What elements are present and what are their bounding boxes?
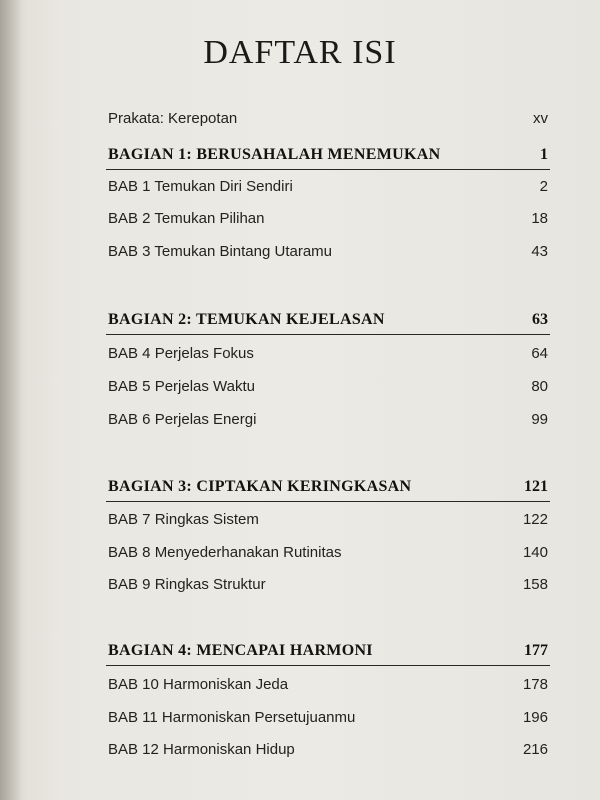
toc-entry-chapter-7: [0, 511, 600, 539]
part-divider-rule: [106, 334, 550, 335]
toc-entry-chapter-8: [0, 544, 600, 572]
toc-entry-chapter-6: [0, 411, 600, 439]
toc-entry-page: 178: [522, 676, 548, 693]
toc-entry-page: 2: [539, 178, 548, 195]
toc-entry-chapter-4: [0, 345, 600, 373]
toc-entry-page: xv: [533, 110, 548, 127]
toc-entry-chapter-12: [0, 741, 600, 769]
toc-part-label: BAGIAN 1: BERUSAHALAH MENEMUKAN: [108, 146, 441, 163]
part-divider-rule: [106, 665, 550, 666]
toc-entry-preface: [0, 110, 600, 138]
toc-entry-chapter-2: [0, 210, 600, 238]
toc-entry-chapter-9: [0, 576, 600, 604]
toc-entry-page: 140: [522, 544, 548, 561]
toc-entry-page: 80: [531, 378, 548, 395]
toc-entry-chapter-11: [0, 709, 600, 737]
toc-part-page: 121: [524, 478, 548, 495]
toc-part-label: BAGIAN 3: CIPTAKAN KERINGKASAN: [108, 478, 412, 495]
toc-entry-page: 122: [522, 511, 548, 528]
toc-entry-label: BAB 9 Ringkas Struktur: [108, 576, 266, 593]
toc-entry-label: BAB 6 Perjelas Energi: [108, 411, 257, 428]
toc-entry-chapter-3: [0, 243, 600, 271]
toc-entry-label: BAB 5 Perjelas Waktu: [108, 378, 256, 395]
toc-entry-chapter-5: [0, 378, 600, 406]
toc-entry-label: BAB 8 Menyederhanakan Rutinitas: [108, 544, 342, 561]
toc-entry-label: BAB 11 Harmoniskan Persetujuanmu: [108, 709, 356, 726]
toc-part-page: 63: [532, 311, 548, 328]
toc-part-page: 177: [524, 642, 548, 659]
toc-entry-chapter-10: [0, 676, 600, 704]
toc-entry-label: BAB 3 Temukan Bintang Utaramu: [108, 243, 333, 260]
toc-entry-label: BAB 2 Temukan Pilihan: [108, 210, 265, 227]
part-divider-rule: [106, 169, 550, 170]
toc-entry-page: 196: [522, 709, 548, 726]
toc-entry-label: BAB 12 Harmoniskan Hidup: [108, 741, 295, 758]
toc-part-page: 1: [540, 146, 548, 163]
toc-entry-chapter-1: [0, 178, 600, 206]
toc-entry-page: 64: [531, 345, 548, 362]
toc-entry-label: BAB 10 Harmoniskan Jeda: [108, 676, 289, 693]
toc-entry-page: 158: [522, 576, 548, 593]
toc-entry-page: 216: [522, 741, 548, 758]
toc-entry-label: BAB 1 Temukan Diri Sendiri: [108, 178, 293, 195]
toc-entry-page: 43: [531, 243, 548, 260]
toc-entry-label: BAB 4 Perjelas Fokus: [108, 345, 254, 362]
page-title: DAFTAR ISI: [203, 34, 397, 71]
toc-part-label: BAGIAN 4: MENCAPAI HARMONI: [108, 642, 373, 659]
toc-entry-label: Prakata: Kerepotan: [108, 110, 238, 127]
toc-entry-label: BAB 7 Ringkas Sistem: [108, 511, 259, 528]
toc-part-label: BAGIAN 2: TEMUKAN KEJELASAN: [108, 311, 385, 328]
toc-entry-page: 99: [531, 411, 548, 428]
toc-entry-page: 18: [531, 210, 548, 227]
part-divider-rule: [106, 501, 550, 502]
